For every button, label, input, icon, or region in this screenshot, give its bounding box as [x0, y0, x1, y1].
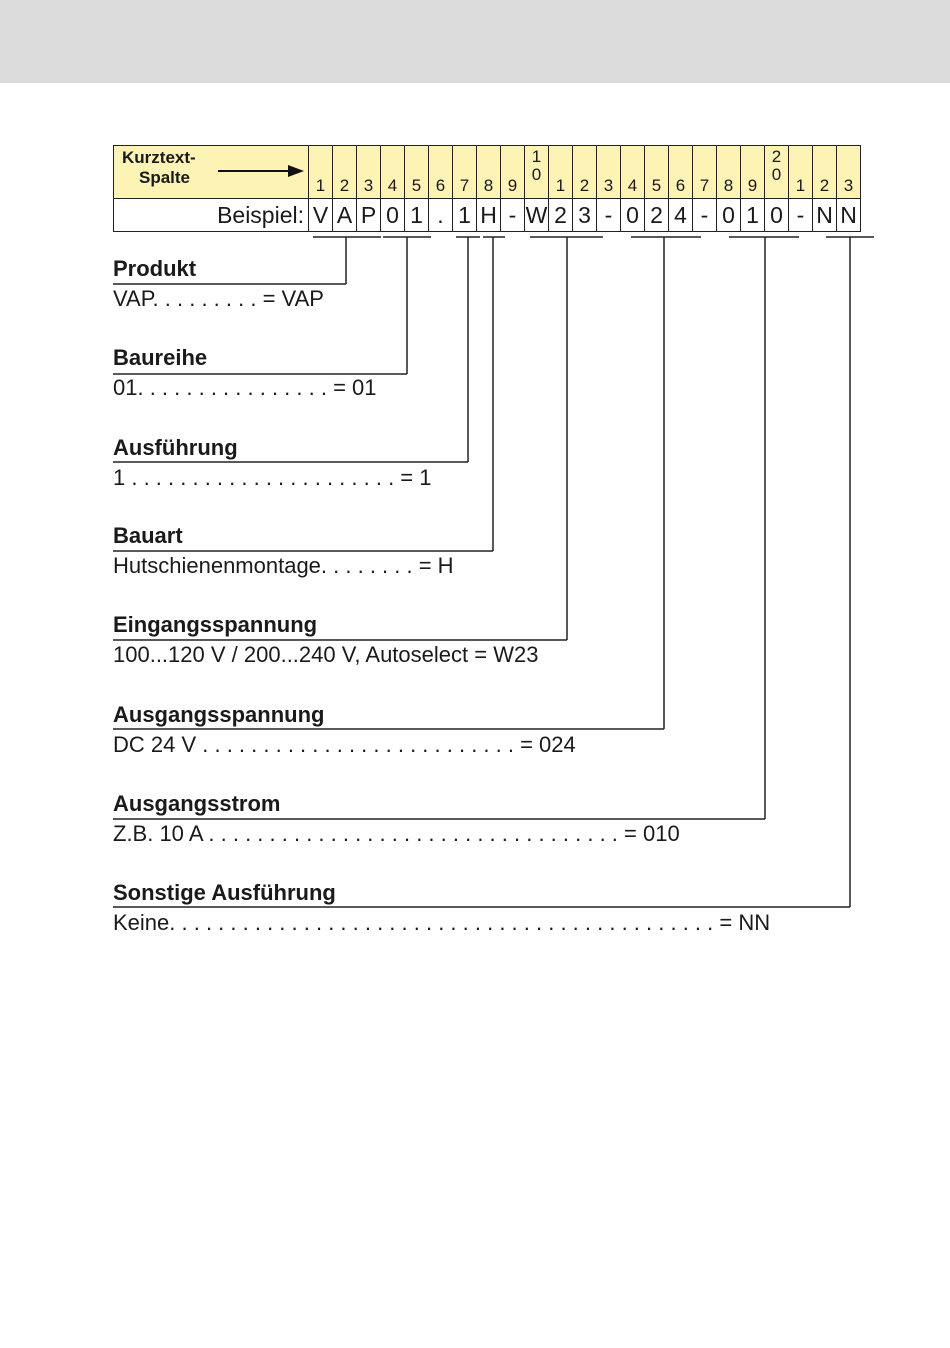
example-char: 4	[669, 199, 693, 232]
example-char: 2	[549, 199, 573, 232]
column-number: 7	[453, 146, 477, 199]
example-char: -	[789, 199, 813, 232]
column-number: 8	[477, 146, 501, 199]
column-number: 9	[741, 146, 765, 199]
example-char: 1	[453, 199, 477, 232]
example-char: .	[429, 199, 453, 232]
code-section	[113, 702, 576, 758]
example-char: -	[501, 199, 525, 232]
example-char: 1	[741, 199, 765, 232]
section-title: Produkt	[113, 256, 197, 281]
section-title: Sonstige Ausführung	[113, 880, 336, 905]
example-char: -	[693, 199, 717, 232]
column-number: 9	[501, 146, 525, 199]
column-number: 5	[645, 146, 669, 199]
section-title: Bauart	[113, 523, 183, 548]
code-section	[113, 345, 377, 401]
column-number: 2	[333, 146, 357, 199]
example-char: P	[357, 199, 381, 232]
column-number: 2	[813, 146, 837, 199]
code-section	[113, 612, 538, 668]
column-number-tens: 1	[531, 147, 542, 166]
section-title: Ausgangsspannung	[113, 702, 325, 727]
section-value: Keine. . . . . . . . . . . . . . . . . . . . . . . . . . . . . . . . . . . . . . . . . . . . . = NN	[113, 910, 771, 935]
example-char: 0	[621, 199, 645, 232]
column-number: 3	[357, 146, 381, 199]
column-number: 5	[405, 146, 429, 199]
column-number: 1	[549, 146, 573, 199]
example-char: 0	[717, 199, 741, 232]
column-number-tens: 2	[771, 147, 782, 166]
header-label-line1: Kurztext-	[122, 148, 196, 167]
header-label-line2: Spalte	[139, 168, 191, 187]
column-number-ones: 0	[771, 165, 782, 184]
column-number: 6	[669, 146, 693, 199]
column-number: 3	[597, 146, 621, 199]
column-number: 7	[693, 146, 717, 199]
column-number: 8	[717, 146, 741, 199]
example-char: 0	[765, 199, 789, 232]
code-section	[113, 435, 431, 491]
example-char: N	[837, 199, 861, 232]
example-char: 1	[405, 199, 429, 232]
example-char: N	[813, 199, 837, 232]
code-section	[113, 880, 770, 936]
example-char: A	[333, 199, 357, 232]
example-char: -	[597, 199, 621, 232]
section-value: VAP. . . . . . . . . = VAP	[113, 286, 324, 311]
section-value: 1 . . . . . . . . . . . . . . . . . . . . . . = 1	[113, 465, 432, 490]
column-number: 3	[837, 146, 861, 199]
code-section	[113, 523, 454, 579]
section-title: Eingangsspannung	[113, 612, 318, 637]
column-number: 4	[621, 146, 645, 199]
section-value: 01. . . . . . . . . . . . . . . . = 01	[113, 375, 377, 400]
code-section	[113, 791, 680, 847]
column-number: 6	[429, 146, 453, 199]
section-value: DC 24 V . . . . . . . . . . . . . . . . . . . . . . . . . . = 024	[113, 732, 576, 757]
column-number: 2	[573, 146, 597, 199]
example-char: W	[525, 199, 549, 232]
example-char: 3	[573, 199, 597, 232]
section-value: Hutschienenmontage. . . . . . . . = H	[113, 553, 454, 578]
example-label: Beispiel:	[114, 199, 309, 232]
example-char: V	[309, 199, 333, 232]
section-title: Baureihe	[113, 345, 208, 370]
section-title: Ausführung	[113, 435, 238, 460]
column-number: 4	[381, 146, 405, 199]
example-char: H	[477, 199, 501, 232]
column-number-ones: 0	[531, 165, 542, 184]
example-char: 2	[645, 199, 669, 232]
example-char: 0	[381, 199, 405, 232]
section-title: Ausgangsstrom	[113, 791, 281, 816]
section-value: Z.B. 10 A . . . . . . . . . . . . . . . . . . . . . . . . . . . . . . . . . . = 010	[113, 821, 680, 846]
section-value: 100...120 V / 200...240 V, Autoselect = W23	[113, 642, 539, 667]
code-section	[113, 256, 324, 312]
column-number: 1	[789, 146, 813, 199]
column-number: 1	[309, 146, 333, 199]
